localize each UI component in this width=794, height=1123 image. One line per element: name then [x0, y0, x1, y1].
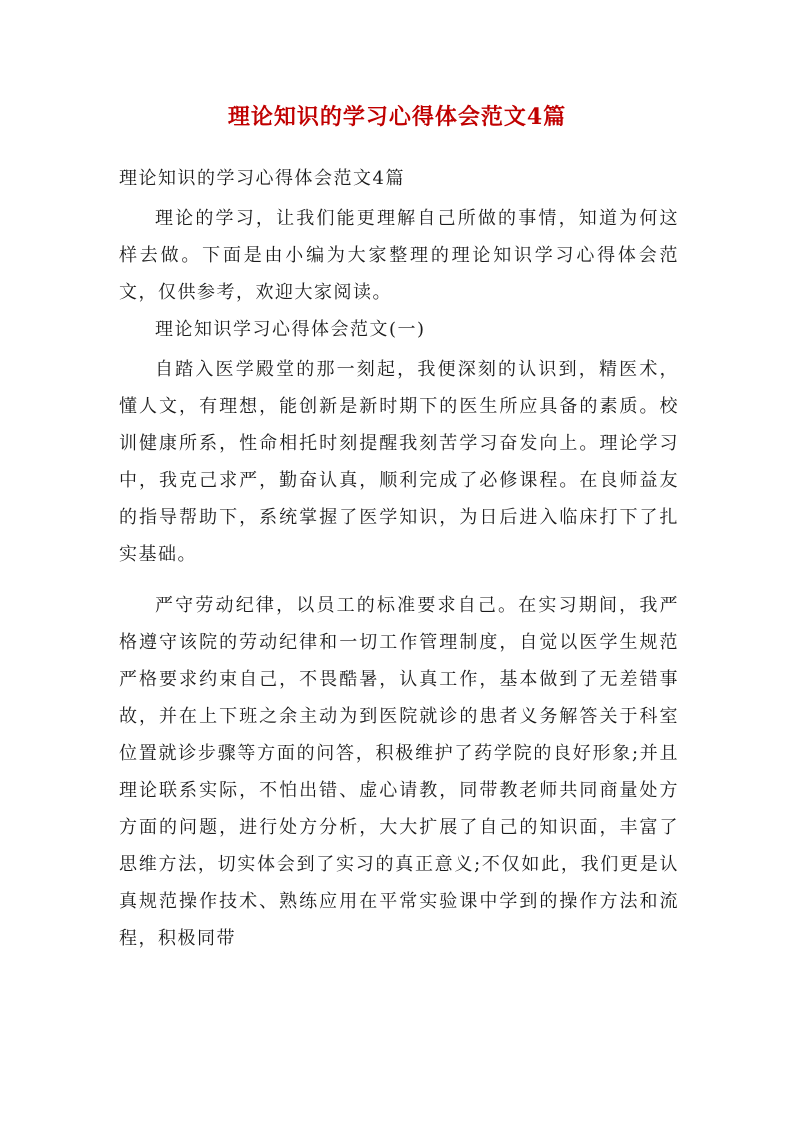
intro-paragraph: 理论的学习，让我们能更理解自己所做的事情，知道为何这样去做。下面是由小编为大家整理的理论知识学习心得体会范文，仅供参考，欢迎大家阅读。 [119, 208, 679, 303]
body-paragraph-2: 严守劳动纪律，以员工的标准要求自己。在实习期间，我严格遵守该院的劳动纪律和一切工作管理制度，自觉以医学生规范严格要求约束自己，不畏酷暑，认真工作，基本做到了无差错事故，并在上下班之余主动为到医院就诊的患者义务解答关于科室位置就诊步骤等方面的问答，积极维护了药学院的良好形象;并且理论联系实际，不怕出错、虚心请教，同带教老师共同商量处方方面的问题，进行处方分析，大大扩展了自己的知识面，丰富了思维方法，切实体会到了实习的真正意义;不仅如此，我们更是认真规范操作技术、熟练应用在平常实验课中学到的操作方法和流程，积极同带 [119, 595, 679, 949]
document-body [119, 160, 679, 957]
body-paragraph-1: 自踏入医学殿堂的那一刻起，我便深刻的认识到，精医术，懂人文，有理想，能创新是新时期下的医生所应具备的素质。校训健康所系，性命相托时刻提醒我刻苦学习奋发向上。理论学习中，我克己求严，勤奋认真，顺利完成了必修课程。在良师益友的指导帮助下，系统掌握了医学知识，为日后进入临床打下了扎实基础。 [119, 359, 679, 565]
section-heading: 理论知识学习心得体会范文(一) [155, 319, 426, 340]
document-title: 理论知识的学习心得体会范文4篇 [227, 104, 567, 130]
document-subtitle: 理论知识的学习心得体会范文4篇 [119, 168, 405, 189]
